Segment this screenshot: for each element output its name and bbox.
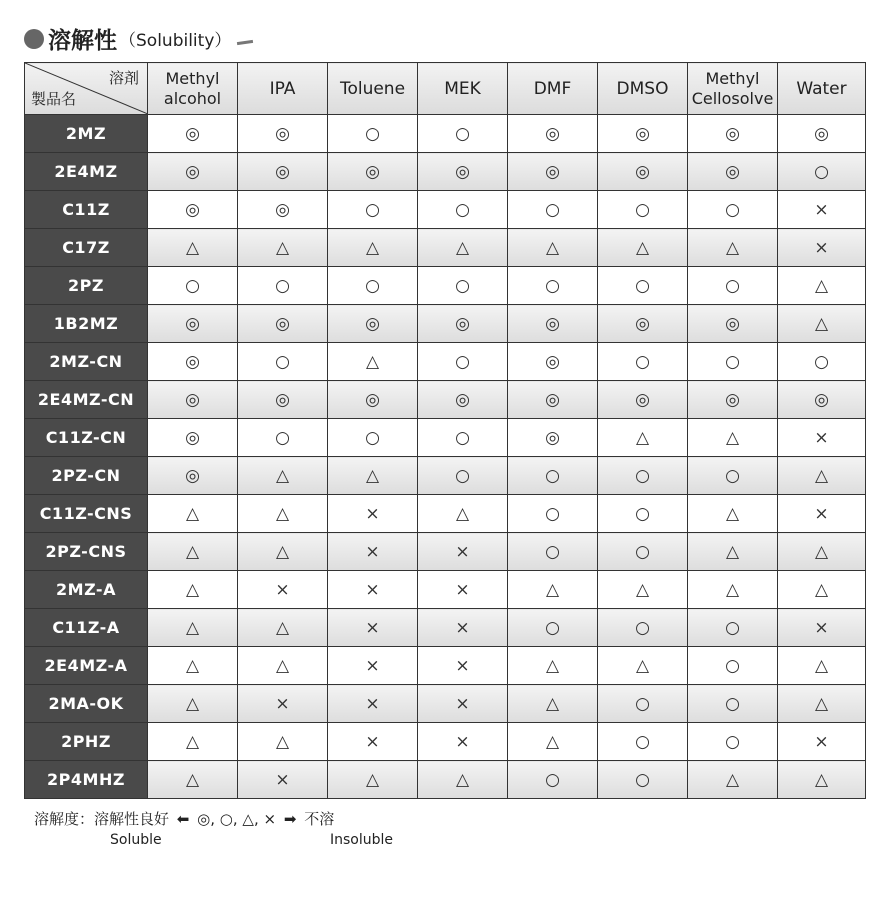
solubility-cell: △ [778,305,866,343]
product-name-cell: 2E4MZ [25,153,148,191]
solubility-cell: △ [778,533,866,571]
solubility-cell: ○ [598,267,688,305]
solubility-cell: ○ [418,419,508,457]
solubility-cell: ◎ [598,305,688,343]
solubility-cell: × [418,647,508,685]
corner-solvent-label: 溶剤 [108,69,139,87]
solubility-cell: △ [778,267,866,305]
solubility-cell: ◎ [238,305,328,343]
solubility-cell: ◎ [508,305,598,343]
solubility-cell: × [328,723,418,761]
solubility-cell: ○ [598,533,688,571]
solubility-cell: ◎ [688,153,778,191]
solubility-cell: × [778,495,866,533]
table-row [25,229,866,267]
solubility-cell: ○ [598,723,688,761]
table-row [25,343,866,381]
solubility-cell: ○ [598,495,688,533]
solubility-cell: ○ [508,495,598,533]
solvent-header-text: IPA [269,78,296,99]
product-name-cell: 2P4MHZ [25,761,148,799]
solubility-table [24,62,866,799]
solubility-cell: ◎ [508,381,598,419]
solvent-header [148,63,238,115]
solubility-cell: ○ [418,191,508,229]
solubility-cell: ◎ [418,153,508,191]
product-name-cell: C11Z-A [25,609,148,647]
solubility-cell: ◎ [688,115,778,153]
solubility-cell: △ [778,761,866,799]
pencil-mark-icon [237,40,253,45]
table-row [25,419,866,457]
solubility-cell: △ [508,723,598,761]
solubility-cell: △ [508,571,598,609]
solubility-cell: × [418,685,508,723]
solubility-cell: ◎ [148,419,238,457]
solubility-cell: ◎ [688,381,778,419]
solvent-header-text: Methyl [705,68,760,88]
solubility-cell: × [778,609,866,647]
product-name-cell: C11Z [25,191,148,229]
solubility-cell: ◎ [148,191,238,229]
solubility-cell: △ [148,495,238,533]
corner-product-label: 製品名 [31,90,77,108]
corner-cell [25,63,148,115]
solubility-cell: △ [328,229,418,267]
legend-symbols: ◎, ○, △, × [197,810,277,828]
solubility-cell: ○ [688,685,778,723]
solubility-cell: ○ [508,761,598,799]
solubility-cell: △ [778,571,866,609]
solubility-cell: ○ [598,191,688,229]
table-row [25,381,866,419]
solubility-cell: △ [688,229,778,267]
solubility-cell: △ [238,495,328,533]
solubility-cell: ◎ [148,305,238,343]
solubility-cell: ◎ [328,153,418,191]
product-name-cell: 2E4MZ-A [25,647,148,685]
solubility-cell: ◎ [238,153,328,191]
product-name-cell: 2PZ-CN [25,457,148,495]
solubility-cell: △ [148,723,238,761]
solubility-cell: △ [688,571,778,609]
solubility-cell: ◎ [598,153,688,191]
table-row [25,267,866,305]
solubility-cell: ◎ [778,115,866,153]
solubility-cell: △ [688,495,778,533]
product-name-cell: 2PZ [25,267,148,305]
bullet-dot-icon [24,29,44,49]
solubility-cell: △ [328,761,418,799]
table-header-row [25,63,866,115]
solubility-cell: ◎ [148,153,238,191]
solubility-cell: ○ [598,457,688,495]
solubility-cell: × [238,571,328,609]
table-row [25,457,866,495]
section-title [24,22,253,55]
solubility-cell: × [328,571,418,609]
solubility-cell: ○ [508,191,598,229]
solubility-cell: × [238,761,328,799]
solubility-cell: △ [688,419,778,457]
solubility-cell: ○ [328,419,418,457]
solubility-cell: × [418,533,508,571]
solubility-cell: × [778,723,866,761]
solubility-cell: × [328,609,418,647]
solvent-header-text: Toluene [339,78,406,99]
solubility-cell: ○ [328,267,418,305]
solubility-cell: ○ [688,267,778,305]
solubility-cell: ○ [508,457,598,495]
solubility-cell: × [418,609,508,647]
table-row [25,609,866,647]
solvent-header-text: Cellosolve [691,88,774,108]
solubility-cell: △ [328,343,418,381]
solubility-cell: △ [598,647,688,685]
solubility-cell: ○ [598,609,688,647]
solubility-cell: △ [598,571,688,609]
solubility-cell: × [778,229,866,267]
solubility-cell: ○ [688,723,778,761]
solubility-cell: △ [148,533,238,571]
legend-insoluble: Insoluble [330,832,394,848]
solubility-cell: ◎ [418,381,508,419]
solubility-cell: ◎ [598,381,688,419]
product-name-cell: 2PZ-CNS [25,533,148,571]
legend-suffix: 不溶 [304,810,335,828]
table-row [25,761,866,799]
solubility-cell: ○ [688,647,778,685]
solubility-cell: ○ [418,343,508,381]
solubility-cell: ◎ [508,153,598,191]
product-name-cell: 1B2MZ [25,305,148,343]
table-row [25,533,866,571]
solubility-cell: ○ [778,153,866,191]
table-row [25,115,866,153]
product-name-cell: 2PHZ [25,723,148,761]
table-row [25,153,866,191]
solubility-cell: △ [148,761,238,799]
table-row [25,685,866,723]
solubility-cell: × [418,571,508,609]
product-name-cell: 2MZ [25,115,148,153]
solvent-header [688,63,778,115]
solvent-header-text: MEK [444,78,481,99]
solubility-cell: △ [508,229,598,267]
solubility-cell: ○ [508,533,598,571]
table-row [25,191,866,229]
solubility-cell: △ [778,685,866,723]
solubility-cell: △ [148,647,238,685]
title-japanese: 溶解性 [48,28,117,54]
solubility-cell: ○ [328,191,418,229]
solubility-cell: ◎ [688,305,778,343]
solvent-header [598,63,688,115]
solubility-cell: △ [418,761,508,799]
solvent-header [328,63,418,115]
solvent-header-text: Water [796,78,847,99]
solubility-cell: ○ [598,685,688,723]
solubility-cell: ◎ [778,381,866,419]
solubility-cell: △ [238,723,328,761]
solubility-cell: ○ [418,267,508,305]
solvent-header-text: DMSO [616,78,669,99]
table-row [25,495,866,533]
product-name-cell: 2MZ-CN [25,343,148,381]
solubility-cell: △ [688,761,778,799]
solubility-cell: △ [418,495,508,533]
solubility-cell: △ [148,685,238,723]
table-row [25,647,866,685]
solubility-cell: ◎ [148,457,238,495]
solubility-cell: ○ [418,457,508,495]
product-name-cell: C11Z-CNS [25,495,148,533]
solubility-cell: ◎ [508,419,598,457]
solubility-cell: ○ [148,267,238,305]
solubility-cell: ○ [328,115,418,153]
legend [34,808,334,829]
solubility-cell: ○ [508,609,598,647]
legend-prefix: 溶解度：溶解性良好 [34,810,170,828]
solvent-header [778,63,866,115]
solubility-cell: △ [688,533,778,571]
solvent-header-text: alcohol [163,88,222,108]
solubility-cell: △ [508,685,598,723]
solubility-cell: ◎ [508,115,598,153]
solubility-cell: ○ [688,191,778,229]
solvent-header [418,63,508,115]
solubility-cell: ○ [688,609,778,647]
solubility-cell: △ [238,647,328,685]
solubility-cell: ○ [508,267,598,305]
solubility-cell: ◎ [148,115,238,153]
solubility-cell: △ [778,647,866,685]
solubility-cell: △ [418,229,508,267]
solubility-cell: × [778,191,866,229]
solubility-cell: △ [148,229,238,267]
solubility-cell: ◎ [508,343,598,381]
table-row [25,723,866,761]
solubility-cell: ○ [418,115,508,153]
table-row [25,571,866,609]
solubility-cell: × [328,647,418,685]
solvent-header-text: Methyl [165,68,220,88]
solubility-cell: × [328,685,418,723]
solubility-cell: ◎ [238,191,328,229]
solubility-cell: △ [238,229,328,267]
solubility-cell: ◎ [328,305,418,343]
table-row [25,305,866,343]
product-name-cell: 2E4MZ-CN [25,381,148,419]
solubility-cell: ◎ [418,305,508,343]
solubility-cell: △ [148,609,238,647]
solubility-cell: ◎ [598,115,688,153]
solubility-cell: × [328,533,418,571]
legend-soluble: Soluble [110,832,162,848]
left-arrow-icon: ⬅ [176,810,190,828]
solvent-header [508,63,598,115]
solubility-cell: ○ [598,343,688,381]
solubility-cell: ◎ [148,381,238,419]
solubility-cell: △ [328,457,418,495]
solubility-cell: △ [148,571,238,609]
solubility-cell: ○ [778,343,866,381]
solubility-cell: ○ [238,267,328,305]
solubility-cell: × [328,495,418,533]
solubility-cell: △ [598,229,688,267]
solubility-cell: ○ [688,343,778,381]
solubility-cell: ◎ [238,115,328,153]
solubility-cell: × [778,419,866,457]
solubility-cell: ◎ [328,381,418,419]
solubility-cell: △ [778,457,866,495]
solvent-header-text: DMF [533,78,572,99]
solubility-cell: ○ [688,457,778,495]
solubility-cell: × [418,723,508,761]
product-name-cell: C17Z [25,229,148,267]
solubility-cell: ○ [238,343,328,381]
solubility-cell: ◎ [148,343,238,381]
solubility-cell: △ [508,647,598,685]
right-arrow-icon: ➡ [283,810,297,828]
solvent-header [238,63,328,115]
solubility-cell: △ [238,533,328,571]
title-english: （Solubility） [119,31,232,51]
solubility-cell: ○ [598,761,688,799]
solubility-cell: △ [238,457,328,495]
solubility-cell: × [238,685,328,723]
product-name-cell: 2MA-OK [25,685,148,723]
solubility-cell: △ [598,419,688,457]
product-name-cell: 2MZ-A [25,571,148,609]
product-name-cell: C11Z-CN [25,419,148,457]
solubility-cell: ○ [238,419,328,457]
solubility-cell: ◎ [238,381,328,419]
solubility-cell: △ [238,609,328,647]
